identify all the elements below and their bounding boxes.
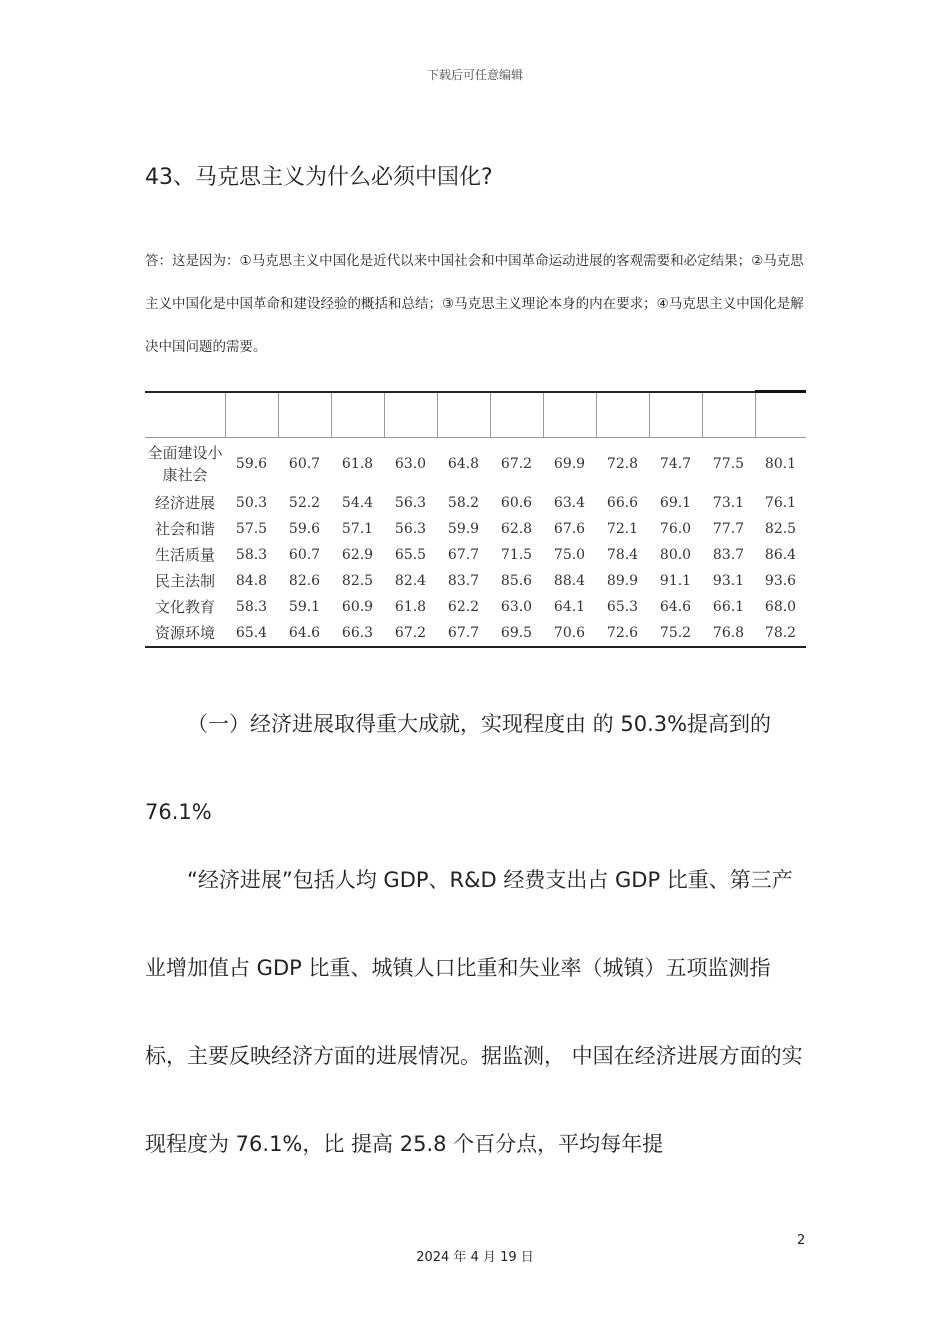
table-cell: 80.1: [764, 456, 797, 472]
table-cell: 69.1: [659, 495, 692, 511]
table-cell: 88.4: [553, 573, 586, 589]
indicator-table-grid: [145, 390, 806, 648]
table-cell: 60.7: [288, 456, 321, 472]
table-row: [145, 438, 806, 491]
table-cell: 77.5: [712, 456, 745, 472]
page-number: 2: [797, 1233, 806, 1248]
header-cell: [331, 392, 384, 438]
table-cell: 56.3: [394, 495, 427, 511]
table-cell: 67.7: [447, 547, 480, 563]
table-cell: 72.6: [596, 620, 649, 647]
table-cell: 57.5: [235, 521, 268, 537]
header-cell: [384, 392, 437, 438]
table-cell: 82.5: [341, 573, 374, 589]
table-row: [145, 542, 806, 568]
table-cell: 63.0: [394, 456, 427, 472]
header-cell: [490, 392, 543, 438]
table-cell: 69.5: [490, 620, 543, 647]
header-cell: [145, 392, 225, 438]
row-label: 全面建设小康社会: [147, 444, 223, 484]
answer-paragraph: 答：这是因为：①马克思主义中国化是近代以来中国社会和中国革命运动进展的客观需要和必定结果；②马克思主义中国化是中国革命和建设经验的概括和总结；③马克思主义理论本身的内在要求；④马克思主义中国化是解决中国问题的需要。: [145, 253, 804, 355]
table-cell: 64.6: [278, 620, 331, 647]
table-cell: 61.8: [341, 456, 374, 472]
table-cell: 64.8: [447, 456, 480, 472]
table-cell: 58.2: [447, 495, 480, 511]
table-cell: 83.7: [712, 547, 745, 563]
section-heading-economy: （一）经济进展取得重大成就，实现程度由 的 50.3%提高到的 76.1%: [145, 712, 772, 824]
table-cell: 67.7: [437, 620, 490, 647]
question-title: 43、马克思主义为什么必须中国化?: [145, 165, 493, 190]
header-cell: [596, 392, 649, 438]
table-cell: 65.4: [225, 620, 278, 647]
table-cell: 58.3: [235, 547, 268, 563]
table-cell: 76.1: [764, 495, 797, 511]
table-cell: 82.6: [288, 573, 321, 589]
row-label: 民主法制: [154, 572, 215, 590]
header-cell: [755, 392, 806, 438]
table-cell: 74.7: [659, 456, 692, 472]
table-cell: 54.4: [341, 495, 374, 511]
indicator-table: [145, 390, 806, 648]
table-cell: 78.4: [606, 547, 639, 563]
table-cell: 64.1: [553, 599, 586, 615]
table-cell: 52.2: [288, 495, 321, 511]
table-cell: 66.6: [606, 495, 639, 511]
table-cell: 66.1: [712, 599, 745, 615]
table-cell: 76.8: [702, 620, 755, 647]
table-cell: 60.9: [341, 599, 374, 615]
row-label: 生活质量: [154, 546, 215, 564]
row-label: 文化教育: [154, 598, 215, 616]
table-cell: 59.6: [235, 456, 268, 472]
table-cell: 59.1: [288, 599, 321, 615]
table-cell: 80.0: [659, 547, 692, 563]
table-cell: 64.6: [659, 599, 692, 615]
table-cell: 62.8: [500, 521, 533, 537]
table-cell: 63.0: [500, 599, 533, 615]
table-cell: 83.7: [447, 573, 480, 589]
header-cell: [225, 392, 278, 438]
table-cell: 72.8: [606, 456, 639, 472]
table-cell: 67.2: [500, 456, 533, 472]
table-cell: 93.6: [764, 573, 797, 589]
table-cell: 61.8: [394, 599, 427, 615]
table-cell: 75.2: [649, 620, 702, 647]
table-cell: 65.3: [606, 599, 639, 615]
table-cell: 73.1: [712, 495, 745, 511]
table-cell: 68.0: [764, 599, 797, 615]
table-cell: 50.3: [235, 495, 268, 511]
table-cell: 69.9: [553, 456, 586, 472]
table-cell: 71.5: [500, 547, 533, 563]
row-label: 社会和谐: [154, 520, 215, 538]
table-cell: 67.2: [384, 620, 437, 647]
header-cell: [437, 392, 490, 438]
table-cell: 76.0: [659, 521, 692, 537]
table-row: [145, 594, 806, 620]
row-label: 经济进展: [154, 494, 215, 512]
table-cell: 84.8: [235, 573, 268, 589]
page-footer-date: 2024 年 4 月 19 日: [416, 1250, 534, 1265]
table-cell: 59.9: [447, 521, 480, 537]
table-cell: 82.5: [764, 521, 797, 537]
table-row: [145, 620, 806, 647]
table-row: [145, 516, 806, 542]
row-label: 资源环境: [145, 620, 225, 647]
table-cell: 62.9: [341, 547, 374, 563]
table-header-row: [145, 392, 806, 438]
table-cell: 78.2: [755, 620, 806, 647]
economy-paragraph: “经济进展”包括人均 GDP、R&D 经费支出占 GDP 比重、第三产业增加值占 GDP 比重、城镇人口比重和失业率（城镇）五项监测指标，主要反映经济方面的进展情况。据监测， 中国在经济进展方面的实现程度为 76.1%，比 提高 25.8 个百分点，平均每年提: [145, 868, 803, 1156]
page-header: 下载后可任意编辑: [426, 68, 523, 82]
table-cell: 91.1: [659, 573, 692, 589]
table-cell: 82.4: [394, 573, 427, 589]
table-cell: 56.3: [394, 521, 427, 537]
table-cell: 58.3: [235, 599, 268, 615]
table-cell: 57.1: [341, 521, 374, 537]
table-cell: 63.4: [553, 495, 586, 511]
header-cell: [278, 392, 331, 438]
table-cell: 86.4: [764, 547, 797, 563]
table-cell: 60.6: [500, 495, 533, 511]
table-cell: 75.0: [553, 547, 586, 563]
table-cell: 93.1: [712, 573, 745, 589]
table-cell: 77.7: [712, 521, 745, 537]
table-cell: 67.6: [553, 521, 586, 537]
table-row: [145, 490, 806, 516]
table-cell: 85.6: [500, 573, 533, 589]
table-cell: 65.5: [394, 547, 427, 563]
table-cell: 59.6: [288, 521, 321, 537]
header-cell: [649, 392, 702, 438]
table-cell: 60.7: [288, 547, 321, 563]
table-cell: 66.3: [331, 620, 384, 647]
table-cell: 89.9: [606, 573, 639, 589]
table-row: [145, 568, 806, 594]
table-cell: 62.2: [447, 599, 480, 615]
header-cell: [702, 392, 755, 438]
table-cell: 72.1: [606, 521, 639, 537]
table-cell: 70.6: [543, 620, 596, 647]
header-cell: [543, 392, 596, 438]
